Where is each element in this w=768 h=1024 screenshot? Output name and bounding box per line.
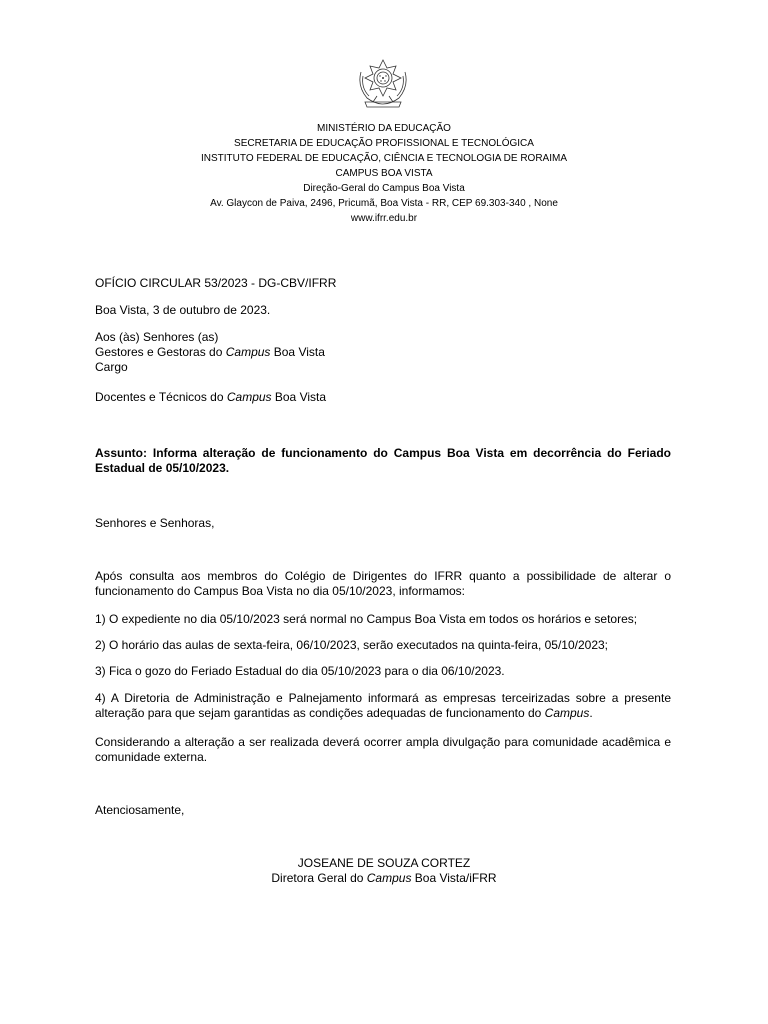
list-item: 3) Fica o gozo do Feriado Estadual do dia 05/10/2023 para o dia 06/10/2023. [95, 664, 505, 678]
list-item: 2) O horário das aulas de sexta-feira, 06/10/2023, serão executados na quinta-feira, 05/10/2023; [95, 638, 608, 652]
ministry-name: MINISTÉRIO DA EDUCAÇÃO [317, 123, 451, 134]
addressee-line: Cargo [95, 360, 128, 374]
greeting: Senhores e Senhoras, [95, 516, 215, 530]
addressee-line: Aos (às) Senhores (as) [95, 330, 219, 344]
paragraph-closing: Considerando a alteração a ser realizada deverá ocorrer ampla divulgação para comunidade acadêmica e comunidade externa. [95, 735, 671, 764]
coat-of-arms-icon [353, 58, 413, 112]
secretariat-name: SECRETARIA DE EDUCAÇÃO PROFISSIONAL E TECNOLÓGICA [234, 138, 534, 149]
closing-salutation: Atenciosamente, [95, 803, 185, 817]
campus-name: CAMPUS BOA VISTA [335, 168, 433, 179]
subject-line: Assunto: Informa alteração de funcionamento do Campus Boa Vista em decorrência do Feriado Estadual de 05/10/2023. [95, 446, 671, 475]
addressee-secondary: Docentes e Técnicos do Campus Boa Vista [95, 390, 327, 404]
list-item: 1) O expediente no dia 05/10/2023 será normal no Campus Boa Vista em todos os horários e setores; [95, 612, 638, 626]
document-date: Boa Vista, 3 de outubro de 2023. [95, 303, 271, 317]
oficio-number: OFÍCIO CIRCULAR 53/2023 - DG-CBV/IFRR [95, 276, 337, 290]
signer-title: Diretora Geral do Campus Boa Vista/iFRR [271, 871, 497, 885]
directorate-name: Direção-Geral do Campus Boa Vista [303, 183, 465, 194]
website: www.ifrr.edu.br [350, 213, 418, 224]
signer-name: JOSEANE DE SOUZA CORTEZ [297, 856, 471, 870]
letterhead [0, 121, 768, 226]
institute-name: INSTITUTO FEDERAL DE EDUCAÇÃO, CIÊNCIA E TECNOLOGIA DE RORAIMA [201, 153, 567, 164]
paragraph-intro: Após consulta aos membros do Colégio de Dirigentes do IFRR quanto a possibilidade de alterar o funcionamento do Campus Boa Vista no dia 05/10/2023, informamos: [95, 569, 671, 598]
list-item: 4) A Diretoria de Administração e Palnejamento informará as empresas terceirizadas sobre a presente alteração para que sejam garantidas as condições adequadas de funcionamento do Campus. [95, 691, 671, 720]
addressee-line: Gestores e Gestoras do Campus Boa Vista [95, 345, 325, 359]
addressee-block [95, 330, 671, 375]
address: Av. Glaycon de Paiva, 2496, Pricumã, Boa Vista - RR, CEP 69.303-340 , None [210, 198, 558, 209]
